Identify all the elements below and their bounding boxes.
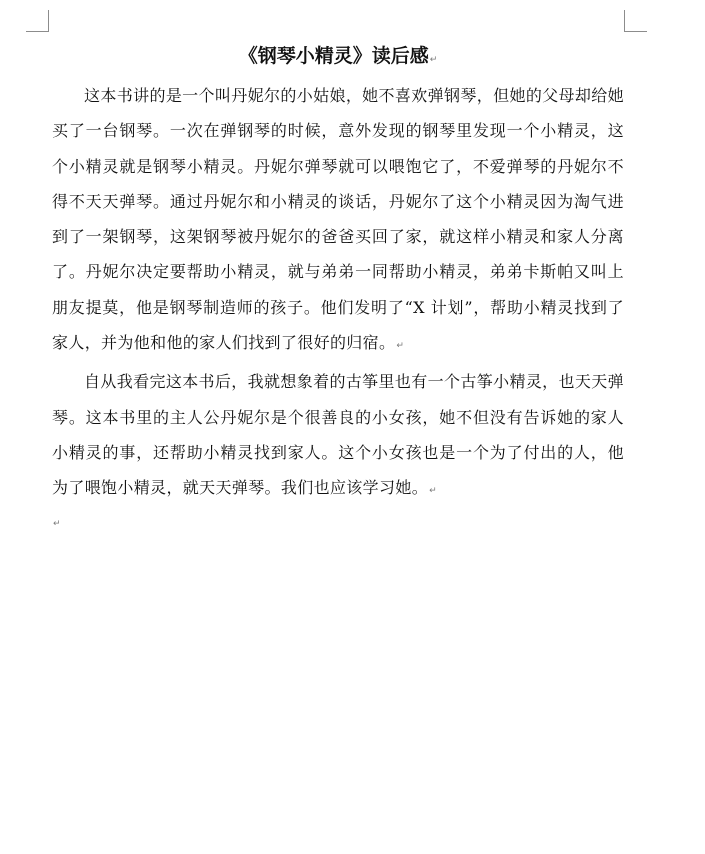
paragraph-mark-icon: ↵ bbox=[53, 518, 61, 529]
title-text: 《钢琴小精灵》读后感 bbox=[238, 45, 429, 67]
paragraph-mark-icon: ↵ bbox=[396, 341, 404, 352]
paragraph-1 bbox=[52, 78, 624, 364]
paragraph-2-text: 自从我看完这本书后，我就想象着的古筝里也有一个古筝小精灵，也天天弹琴。这本书里的主人公丹妮尔是个很善良的小女孩，她不但没有告诉她的家人小精灵的事，还帮助小精灵找到家人。这个小女孩也是一个为了付出的人，他为了喂饱小精灵，就天天弹琴。我们也应该学习她。 bbox=[52, 372, 624, 498]
empty-paragraph bbox=[52, 510, 624, 532]
page-corner-mark-top-left bbox=[26, 10, 49, 32]
paragraph-mark-icon: ↵ bbox=[429, 486, 437, 497]
paragraph-2 bbox=[52, 364, 624, 509]
document-body[interactable] bbox=[52, 38, 624, 532]
paragraph-mark-icon: ↵ bbox=[429, 55, 438, 65]
page-corner-mark-top-right bbox=[624, 10, 647, 32]
document-title bbox=[52, 38, 624, 78]
paragraph-1-text: 这本书讲的是一个叫丹妮尔的小姑娘，她不喜欢弹钢琴，但她的父母却给她买了一台钢琴。一次在弹钢琴的时候，意外发现的钢琴里发现一个小精灵，这个小精灵就是钢琴小精灵。丹妮尔弹琴就可以喂饱它了，不爱弹琴的丹妮尔不得不天天弹琴。通过丹妮尔和小精灵的谈话，丹妮尔了这个小精灵因为淘气进到了一架钢琴，这架钢琴被丹妮尔的爸爸买回了家，就这样小精灵和家人分离了。丹妮尔决定要帮助小精灵，就与弟弟一同帮助小精灵，弟弟卡斯帕又叫上朋友提莫，他是钢琴制造师的孩子。他们发明了“X 计划”，帮助小精灵找到了家人，并为他和他的家人们找到了很好的归宿。 bbox=[52, 86, 624, 353]
